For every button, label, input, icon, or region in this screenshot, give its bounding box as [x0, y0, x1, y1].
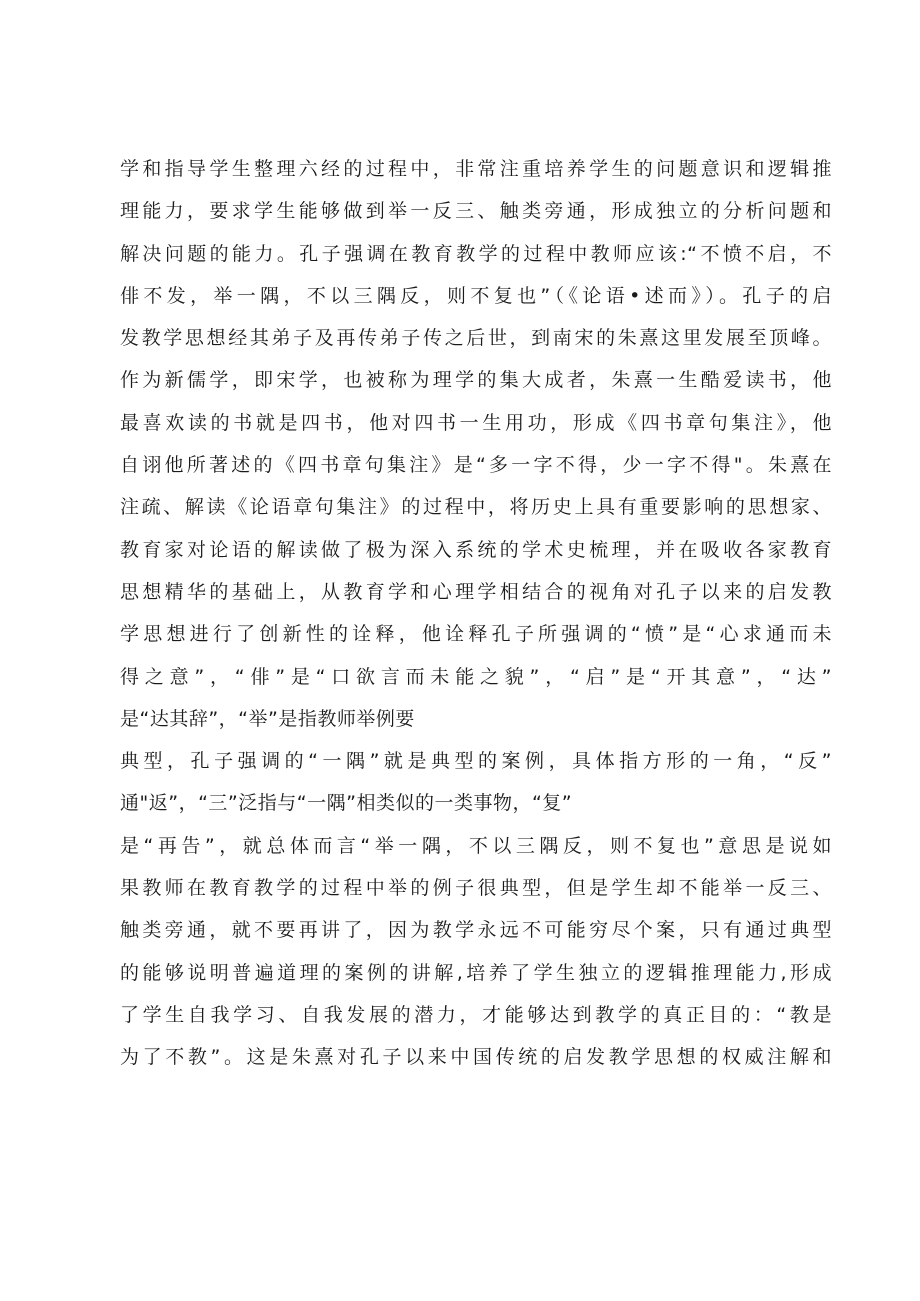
body-text [120, 148, 832, 1079]
text-line: 思想精华的基础上，从教育学和心理学相结合的视角对孔子以来的启发教 [120, 580, 832, 603]
text-line: 最喜欢读的书就是四书，他对四书一生用功，形成《四书章句集注》，他 [120, 411, 832, 434]
text-line: 得之意”，“俳”是“口欲言而未能之貌”，“启”是“开其意”，“达” [120, 665, 832, 688]
text-line: 通"返”，“三”泛指与“一隅”相类似的一类事物，“复” [120, 792, 573, 815]
text-line: 俳不发，举一隅，不以三隅反，则不复也”（《论语•述而》）。孔子的启 [120, 284, 832, 307]
text-line: 解决问题的能力。孔子强调在教育教学的过程中教师应该:“不愤不启，不 [120, 242, 832, 265]
text-line: 学思想进行了创新性的诠释，他诠释孔子所强调的“愤”是“心求通而未 [120, 623, 832, 646]
text-line: 自诩他所著述的《四书章句集注》是“多一字不得，少一字不得"。朱熹在 [120, 454, 832, 477]
text-line: 是“再告”，就总体而言“举一隅，不以三隅反，则不复也”意思是说如 [120, 834, 832, 857]
text-line: 了学生自我学习、自我发展的潜力，才能够达到教学的真正目的：“教是 [120, 1003, 832, 1026]
text-line: 果教师在教育教学的过程中举的例子很典型，但是学生却不能举一反三、 [120, 877, 832, 900]
text-line: 典型，孔子强调的“一隅”就是典型的案例，具体指方形的一角，“反” [120, 750, 832, 773]
text-line: 理能力，要求学生能够做到举一反三、触类旁通，形成独立的分析问题和 [120, 200, 832, 223]
text-line: 学和指导学生整理六经的过程中，非常注重培养学生的问题意识和逻辑推 [120, 158, 832, 180]
text-line: 是“达其辞”，“举”是指教师举例要 [120, 707, 415, 730]
text-line: 注疏、解读《论语章句集注》的过程中，将历史上具有重要影响的思想家、 [120, 496, 832, 519]
text-line: 作为新儒学，即宋学，也被称为理学的集大成者，朱熹一生酷爱读书，他 [120, 369, 832, 392]
text-line: 为了不教”。这是朱熹对孔子以来中国传统的启发教学思想的权威注解和 [120, 1046, 832, 1069]
text-line: 教育家对论语的解读做了极为深入系统的学术史梳理，并在吸收各家教育 [120, 538, 832, 561]
text-line: 的能够说明普遍道理的案例的讲解,培养了学生独立的逻辑推理能力,形成 [120, 961, 832, 984]
text-line: 发教学思想经其弟子及再传弟子传之后世，到南宋的朱熹这里发展至顶峰。 [120, 327, 832, 350]
text-line: 触类旁通，就不要再讲了，因为教学永远不可能穷尽个案，只有通过典型 [120, 919, 832, 942]
